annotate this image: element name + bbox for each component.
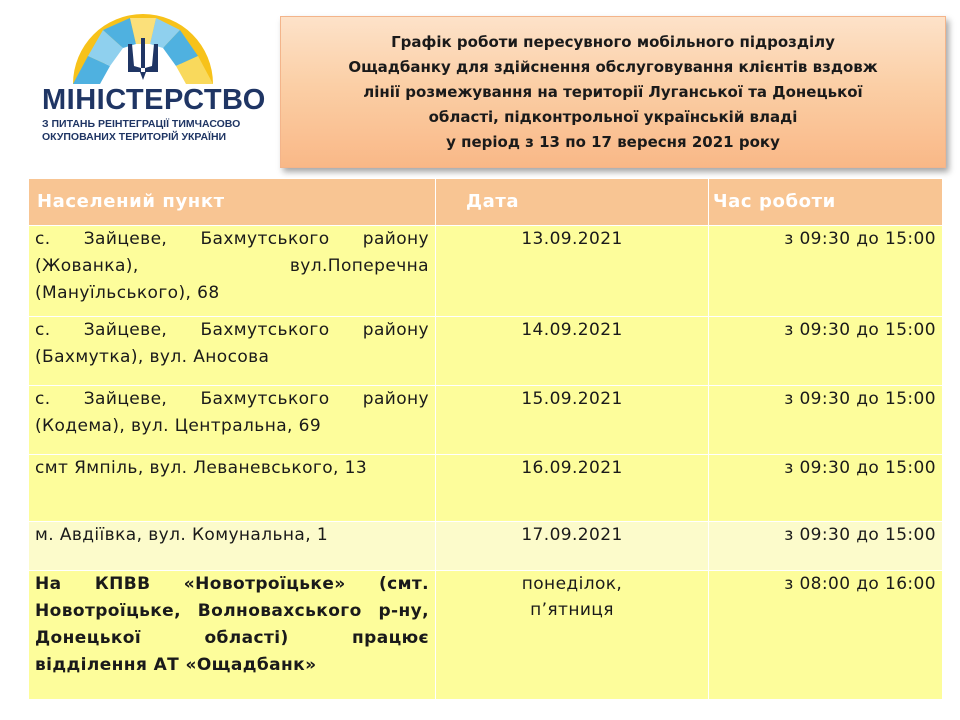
title-line: Графік роботи пересувного мобільного підрозділу xyxy=(391,32,835,51)
time-cell: з 09:30 до 15:00 xyxy=(709,317,943,386)
date-cell: 15.09.2021 xyxy=(436,386,709,455)
title-line: лінії розмежування на території Луганської та Донецької xyxy=(363,82,863,101)
time-cell: з 09:30 до 15:00 xyxy=(709,226,943,317)
table-row xyxy=(29,226,943,317)
date-cell: 16.09.2021 xyxy=(436,455,709,522)
header-location: Населений пункт xyxy=(29,179,436,226)
title-line: області, підконтрольної українській владі xyxy=(428,107,798,126)
table-row xyxy=(29,386,943,455)
location-cell: м. Авдіївка, вул. Комунальна, 1 xyxy=(29,522,436,571)
time-cell: з 09:30 до 15:00 xyxy=(709,522,943,571)
location-cell: с. Зайцеве, Бахмутського району (Жованка), вул.Поперечна (Мануїльського), 68 xyxy=(29,226,436,317)
header-date: Дата xyxy=(436,179,709,226)
date-cell: 14.09.2021 xyxy=(436,317,709,386)
title-line: у період з 13 по 17 вересня 2021 року xyxy=(446,132,780,151)
header-time: Час роботи xyxy=(709,179,943,226)
date-cell xyxy=(436,571,709,700)
schedule-title-box xyxy=(280,16,946,168)
schedule-title xyxy=(318,30,907,155)
date-line: п’ятниця xyxy=(530,600,614,620)
location-cell: с. Зайцеве, Бахмутського району (Кодема), вул. Центральна, 69 xyxy=(29,386,436,455)
time-cell: з 08:00 до 16:00 xyxy=(709,571,943,700)
table-row xyxy=(29,455,943,522)
schedule-table xyxy=(28,178,943,700)
location-cell: смт Ямпіль, вул. Леваневського, 13 xyxy=(29,455,436,522)
date-cell: 13.09.2021 xyxy=(436,226,709,317)
logo-emblem-icon xyxy=(68,14,218,86)
table-row xyxy=(29,317,943,386)
time-cell: з 09:30 до 15:00 xyxy=(709,386,943,455)
logo-subtitle-line: З ПИТАНЬ РЕІНТЕГРАЦІЇ ТИМЧАСОВО xyxy=(42,118,241,130)
table-row xyxy=(29,571,943,700)
ministry-logo xyxy=(28,14,266,144)
table-row xyxy=(29,522,943,571)
location-cell: с. Зайцеве, Бахмутського району (Бахмутка), вул. Аносова xyxy=(29,317,436,386)
logo-subtitle xyxy=(42,118,272,144)
table-header-row xyxy=(29,179,943,226)
date-cell: 17.09.2021 xyxy=(436,522,709,571)
time-cell: з 09:30 до 15:00 xyxy=(709,455,943,522)
date-line: понеділок, xyxy=(521,574,623,594)
location-cell: На КПВВ «Новотроїцьке» (смт. Новотроїцьке, Волновахського р-ну, Донецької області) працює відділення АТ «Ощадбанк» xyxy=(29,571,436,700)
logo-subtitle-line: ОКУПОВАНИХ ТЕРИТОРІЙ УКРАЇНИ xyxy=(42,131,227,143)
logo-title: МІНІСТЕРСТВО xyxy=(42,84,266,116)
title-line: Ощадбанку для здійснення обслуговування клієнтів вздовж xyxy=(348,57,878,76)
